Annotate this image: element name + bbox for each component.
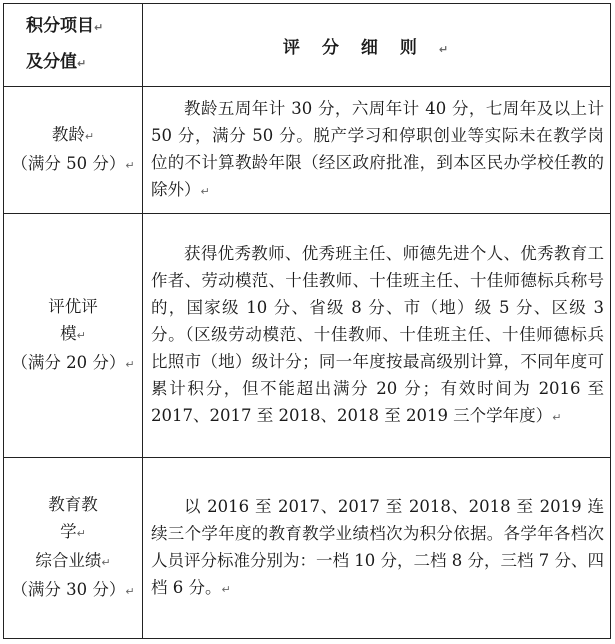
paragraph-mark-icon: ↵	[552, 411, 562, 424]
paragraph-mark-icon: ↵	[200, 185, 210, 198]
row-label-line: 教育教	[48, 495, 98, 514]
table-row	[4, 458, 611, 639]
row-label-line: 模	[60, 324, 77, 343]
header-item-line1: 积分项目	[26, 16, 94, 36]
row-label-cell	[4, 214, 143, 458]
table-row	[4, 214, 611, 458]
row-label-cell	[4, 87, 143, 214]
paragraph-mark-icon: ↵	[438, 42, 471, 56]
paragraph-mark-icon: ↵	[77, 57, 87, 70]
score-table	[3, 3, 611, 639]
paragraph-mark-icon: ↵	[76, 527, 86, 540]
header-item-cell	[4, 4, 143, 87]
row-label-line: 教龄	[51, 125, 85, 144]
paragraph-mark-icon: ↵	[84, 130, 95, 143]
row-detail-cell	[143, 214, 611, 458]
header-rules-cell	[143, 4, 611, 87]
header-rules-text: 评分细则	[282, 37, 439, 58]
row-detail-cell	[143, 458, 611, 639]
row-label-line: 评优评	[48, 297, 98, 316]
row-label-line: 综合业绩	[35, 551, 102, 570]
row-label-line: （满分 50 分）	[11, 154, 126, 173]
row-detail-text: 教龄五周年计 30 分，六周年计 40 分，七周年及以上计 50 分，满分 50 分。脱产学习和停职创业等实际未在教学岗位的不计算教龄年限（经区政府批准，到本区民办学校任教的除外）	[151, 99, 604, 199]
header-item-line2: 及分值	[26, 52, 77, 72]
header-row	[4, 4, 611, 87]
row-label-line: （满分 20 分）	[11, 353, 126, 372]
paragraph-mark-icon: ↵	[221, 583, 231, 596]
table-row	[4, 87, 611, 214]
paragraph-mark-icon: ↵	[101, 556, 111, 569]
paragraph-mark-icon: ↵	[125, 585, 135, 598]
row-label-cell	[4, 458, 143, 639]
row-detail-text: 以 2016 至 2017、2017 至 2018、2018 至 2019 连续三个学年度的教育教学业绩档次为积分依据。各学年各档次人员评分标准分别为：一档 10 分，二档 8 分，三档 7 分、四档 6 分。	[151, 497, 604, 597]
row-label-line: 学	[60, 522, 77, 541]
paragraph-mark-icon: ↵	[125, 159, 135, 172]
paragraph-mark-icon: ↵	[94, 21, 104, 34]
row-detail-text: 获得优秀教师、优秀班主任、师德先进个人、优秀教育工作者、劳动模范、十佳教师、十佳班主任、十佳师德标兵称号的，国家级 10 分、省级 8 分、市（地）级 5 分、区级 3 分。（区级劳动模范、十佳教师、十佳班主任、十佳师德标兵比照市（地）级计分；同一年度按最高级别计算，不同年度可累计积分，但不能超出满分 20 分；有效时间为 2016 至 2017、2017 至 2018、2018 至 2019 三个学年度）	[151, 244, 604, 425]
paragraph-mark-icon: ↵	[76, 329, 86, 342]
paragraph-mark-icon: ↵	[125, 358, 135, 371]
row-label-line: （满分 30 分）	[11, 580, 126, 599]
row-detail-cell	[143, 87, 611, 214]
